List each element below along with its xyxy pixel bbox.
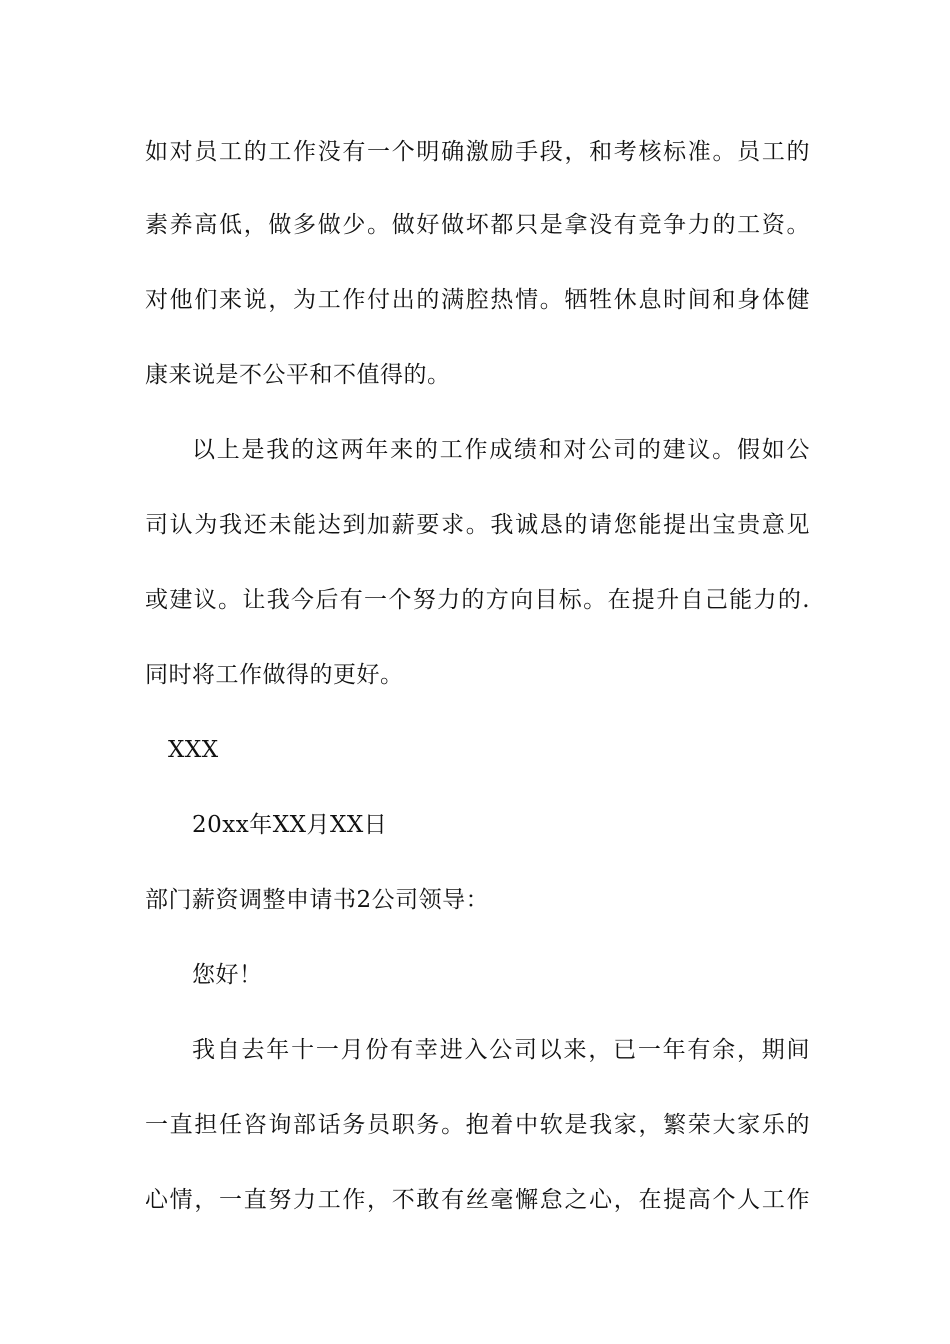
paragraph-line: 心情，一直努力工作，不敢有丝毫懈怠之心，在提高个人工作 bbox=[145, 1187, 810, 1213]
section-heading: 部门薪资调整申请书2公司领导： bbox=[145, 887, 490, 913]
paragraph-line: 素养高低，做多做少。做好做坏都只是拿没有竞争力的工资。 bbox=[145, 212, 810, 238]
paragraph-line: 我自去年十一月份有幸进入公司以来，已一年有余，期间 bbox=[192, 1037, 810, 1063]
greeting: 您好！ bbox=[192, 962, 263, 988]
paragraph-line: 或建议。让我今后有一个努力的方向目标。在提升自己能力的. bbox=[145, 587, 810, 613]
signature-name: XXX bbox=[168, 737, 219, 763]
paragraph-line: 同时将工作做得的更好。 bbox=[145, 662, 404, 688]
paragraph-line: 以上是我的这两年来的工作成绩和对公司的建议。假如公 bbox=[192, 437, 810, 463]
signature-date: 20xx年XX月XX日 bbox=[192, 812, 388, 838]
paragraph-line: 康来说是不公平和不值得的。 bbox=[145, 362, 451, 388]
paragraph-line: 对他们来说，为工作付出的满腔热情。牺牲休息时间和身体健 bbox=[145, 287, 810, 313]
paragraph-line: 如对员工的工作没有一个明确激励手段，和考核标准。员工的 bbox=[145, 139, 810, 165]
paragraph-line: 一直担任咨询部话务员职务。抱着中软是我家，繁荣大家乐的 bbox=[145, 1112, 810, 1138]
paragraph-line: 司认为我还未能达到加薪要求。我诚恳的请您能提出宝贵意见 bbox=[145, 512, 810, 538]
